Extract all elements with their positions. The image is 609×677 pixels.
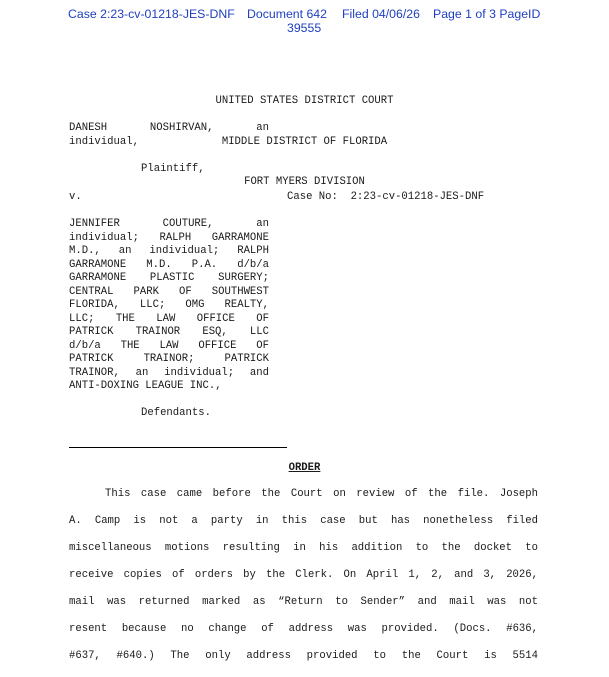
defendant-line: individual; RALPH GARRAMONE — [69, 231, 269, 244]
body-line: A. Camp is not a party in this case but has nonetheless filed — [69, 515, 538, 527]
defendant-line: CENTRAL PARK OF SOUTHWEST — [69, 285, 269, 298]
court-name: UNITED STATES DISTRICT COURT — [215, 95, 394, 107]
body-line: resent because no change of address was provided. (Docs. #636, — [69, 623, 538, 635]
defendant-line: JENNIFER COUTURE, an — [69, 218, 269, 230]
versus-label: v. — [69, 191, 82, 203]
header-case-number: Case 2:23-cv-01218-JES-DNF — [68, 7, 235, 21]
court-division: FORT MYERS DIVISION — [244, 176, 365, 188]
defendant-line: GARRAMONE PLASTIC SURGERY; — [69, 272, 269, 284]
header-page-info: Page 1 of 3 PageID — [433, 7, 541, 21]
order-title: ORDER — [288, 462, 321, 474]
defendant-line: GARRAMONE M.D. P.A. d/b/a — [69, 258, 269, 271]
body-line: miscellaneous motions resulting in his addition to the docket to — [69, 542, 538, 554]
plaintiff-line: DANESH NOSHIRVAN, an — [69, 122, 269, 134]
header-document-number: Document 642 — [247, 7, 327, 21]
case-number-label: Case No: 2:23-cv-01218-JES-DNF — [287, 191, 485, 203]
caption-divider — [69, 447, 287, 448]
defendant-line: d/b/a THE LAW OFFICE OF — [69, 339, 269, 352]
defendants-block — [69, 218, 269, 394]
body-line: mail was returned marked as “Return to Sender” and mail was not — [69, 596, 538, 608]
plaintiff-label: Plaintiff, — [141, 163, 205, 175]
defendant-line: LLC; THE LAW OFFICE OF — [69, 312, 269, 325]
plaintiff-line: individual, — [69, 135, 139, 148]
header-filed-date: Filed 04/06/26 — [342, 7, 420, 21]
body-line: This case came before the Court on review of the file. Joseph — [105, 488, 538, 500]
court-district: MIDDLE DISTRICT OF FLORIDA — [221, 135, 388, 148]
body-line: receive copies of orders by the Clerk. On April 1, 2, and 3, 2026, — [69, 569, 538, 581]
defendants-label: Defendants. — [141, 407, 211, 419]
defendant-line: FLORIDA, LLC; OMG REALTY, — [69, 299, 269, 311]
defendant-line: M.D., an individual; RALPH — [69, 245, 269, 257]
header-pageid: 39555 — [287, 21, 322, 35]
plaintiff-block — [69, 122, 269, 149]
body-line: #637, #640.) The only address provided to the Court is 5514 — [69, 650, 538, 662]
defendant-line: PATRICK TRAINOR; PATRICK — [69, 353, 269, 365]
defendant-line: ANTI-DOXING LEAGUE INC., — [69, 380, 222, 392]
defendant-line: PATRICK TRAINOR ESQ, LLC — [69, 326, 269, 338]
defendant-line: TRAINOR, an individual; and — [69, 366, 269, 379]
